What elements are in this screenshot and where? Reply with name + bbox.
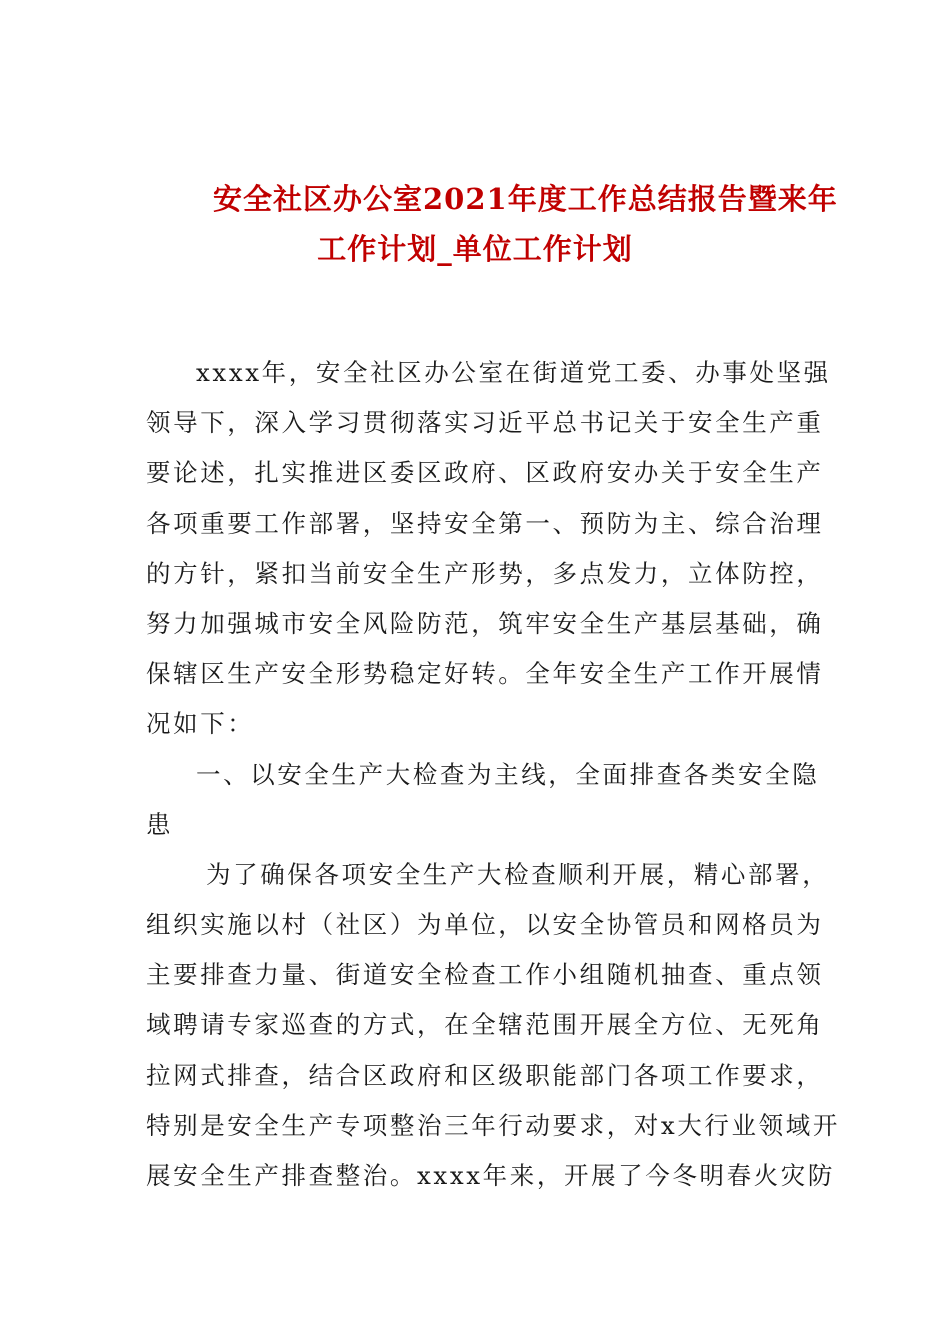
paragraph-line: 况如下： bbox=[146, 709, 255, 739]
paragraph-line: 为了确保各项安全生产大检查顺利开展，精心部署， bbox=[206, 859, 830, 889]
paragraph-line: 特别是安全生产专项整治三年行动要求，对x大行业领域开 bbox=[146, 1110, 840, 1140]
paragraph-line: 拉网式排查，结合区政府和区级职能部门各项工作要求， bbox=[146, 1060, 824, 1090]
paragraph-line: 各项重要工作部署，坚持安全第一、预防为主、综合治理 bbox=[146, 508, 824, 538]
paragraph-line: xxxx年，安全社区办公室在街道党工委、办事处坚强 bbox=[196, 358, 831, 387]
paragraph-line: 的方针，紧扣当前安全生产形势，多点发力，立体防控， bbox=[146, 558, 824, 588]
document-title-line-1: 安全社区办公室2021年度工作总结报告暨来年 bbox=[213, 182, 838, 216]
paragraph-line: 域聘请专家巡查的方式，在全辖范围开展全方位、无死角 bbox=[146, 1010, 824, 1040]
document-body bbox=[146, 348, 840, 1201]
paragraph-line: 保辖区生产安全形势稳定好转。全年安全生产工作开展情 bbox=[146, 659, 824, 689]
paragraph-line: 组织实施以村（社区）为单位，以安全协管员和网格员为 bbox=[146, 910, 824, 940]
paragraph-line: 领导下，深入学习贯彻落实习近平总书记关于安全生产重 bbox=[146, 408, 824, 438]
paragraph-line: 努力加强城市安全风险防范，筑牢安全生产基层基础，确 bbox=[146, 608, 824, 638]
paragraph-line: 展安全生产排查整治。xxxx年来，开展了今冬明春火灾防 bbox=[146, 1161, 835, 1190]
paragraph-line: 主要排查力量、街道安全检查工作小组随机抽查、重点领 bbox=[146, 960, 824, 990]
section-heading-line: 患 bbox=[146, 809, 174, 839]
document-title-line-2: 工作计划_单位工作计划 bbox=[317, 232, 633, 266]
paragraph-line: 要论述，扎实推进区委区政府、区政府安办关于安全生产 bbox=[146, 458, 824, 488]
section-heading-line: 一、以安全生产大检查为主线，全面排查各类安全隐 bbox=[196, 759, 820, 789]
